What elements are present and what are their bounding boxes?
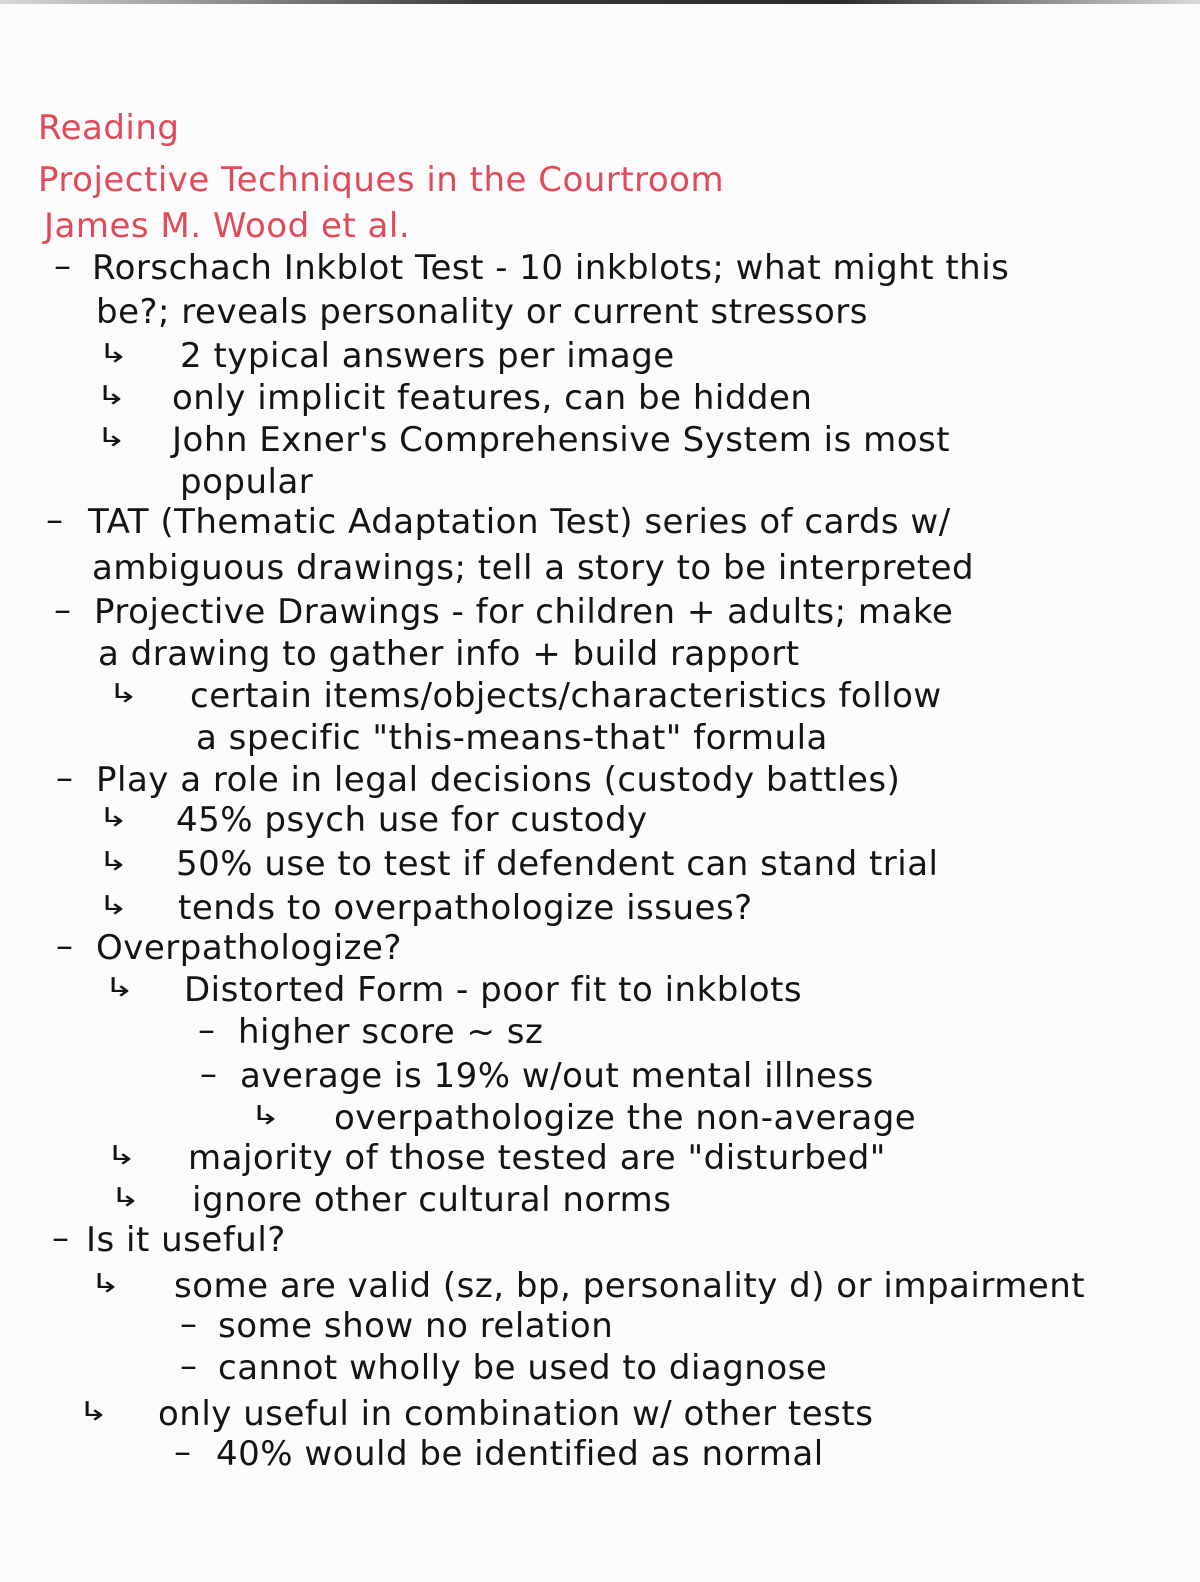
note-line-15: 50% use to test if defendent can stand trial: [176, 844, 939, 884]
note-line-12: a specific "this-means-that" formula: [196, 718, 828, 758]
note-line-22: majority of those tested are "disturbed": [188, 1138, 886, 1178]
arrow-icon: ↳: [96, 381, 127, 411]
note-line-17: Overpathologize?: [96, 928, 402, 968]
note-line-8: ambiguous drawings; tell a story to be interpreted: [92, 548, 975, 588]
note-line-18: Distorted Form - poor fit to inkblots: [184, 970, 803, 1010]
arrow-icon: ↳: [104, 973, 135, 1003]
note-line-19: higher score ~ sz: [238, 1012, 544, 1052]
reading-author: James M. Wood et al.: [44, 206, 411, 246]
note-line-24: Is it useful?: [86, 1220, 286, 1260]
note-line-5: John Exner's Comprehensive System is most: [172, 420, 951, 460]
arrow-icon: ↳: [108, 679, 139, 709]
arrow-icon: ↳: [98, 803, 129, 833]
note-line-6: popular: [180, 462, 314, 502]
arrow-icon: ↳: [250, 1101, 281, 1131]
note-line-25: some are valid (sz, bp, personality d) or impairment: [174, 1266, 1086, 1306]
bullet-dash: –: [54, 246, 71, 286]
arrow-icon: ↳: [90, 1269, 121, 1299]
bullet-dash: –: [174, 1432, 191, 1472]
note-line-20: average is 19% w/out mental illness: [240, 1056, 874, 1096]
arrow-icon: ↳: [110, 1183, 141, 1213]
note-line-14: 45% psych use for custody: [176, 800, 648, 840]
note-line-16: tends to overpathologize issues?: [178, 888, 753, 928]
note-line-23: ignore other cultural norms: [192, 1180, 672, 1220]
bullet-dash: –: [198, 1010, 215, 1050]
reading-title: Projective Techniques in the Courtroom: [38, 160, 725, 200]
bullet-dash: –: [52, 1218, 69, 1258]
note-line-9: Projective Drawings - for children + adults; make: [94, 592, 954, 632]
bullet-dash: –: [200, 1054, 217, 1094]
arrow-icon: ↳: [78, 1397, 109, 1427]
arrow-icon: ↳: [98, 339, 129, 369]
bullet-dash: –: [180, 1304, 197, 1344]
bullet-dash: –: [54, 590, 71, 630]
note-line-7: TAT (Thematic Adaptation Test) series of cards w/: [88, 502, 951, 542]
arrow-icon: ↳: [98, 891, 129, 921]
note-line-27: cannot wholly be used to diagnose: [218, 1348, 828, 1388]
note-line-4: only implicit features, can be hidden: [172, 378, 813, 418]
note-line-2: be?; reveals personality or current stressors: [96, 292, 868, 332]
note-line-29: 40% would be identified as normal: [216, 1434, 824, 1474]
note-line-21: overpathologize the non-average: [334, 1098, 917, 1138]
bullet-dash: –: [180, 1346, 197, 1386]
bullet-dash: –: [56, 758, 73, 798]
note-line-28: only useful in combination w/ other tests: [158, 1394, 874, 1434]
arrow-icon: ↳: [96, 423, 127, 453]
note-line-26: some show no relation: [218, 1306, 614, 1346]
section-heading: Reading: [38, 108, 180, 148]
note-line-11: certain items/objects/characteristics follow: [190, 676, 942, 716]
note-line-1: Rorschach Inkblot Test - 10 inkblots; what might this: [92, 248, 1010, 288]
note-line-13: Play a role in legal decisions (custody battles): [96, 760, 901, 800]
bullet-dash: –: [46, 500, 63, 540]
note-line-10: a drawing to gather info + build rapport: [98, 634, 800, 674]
note-line-3: 2 typical answers per image: [180, 336, 675, 376]
bullet-dash: –: [56, 926, 73, 966]
arrow-icon: ↳: [106, 1141, 137, 1171]
arrow-icon: ↳: [98, 847, 129, 877]
